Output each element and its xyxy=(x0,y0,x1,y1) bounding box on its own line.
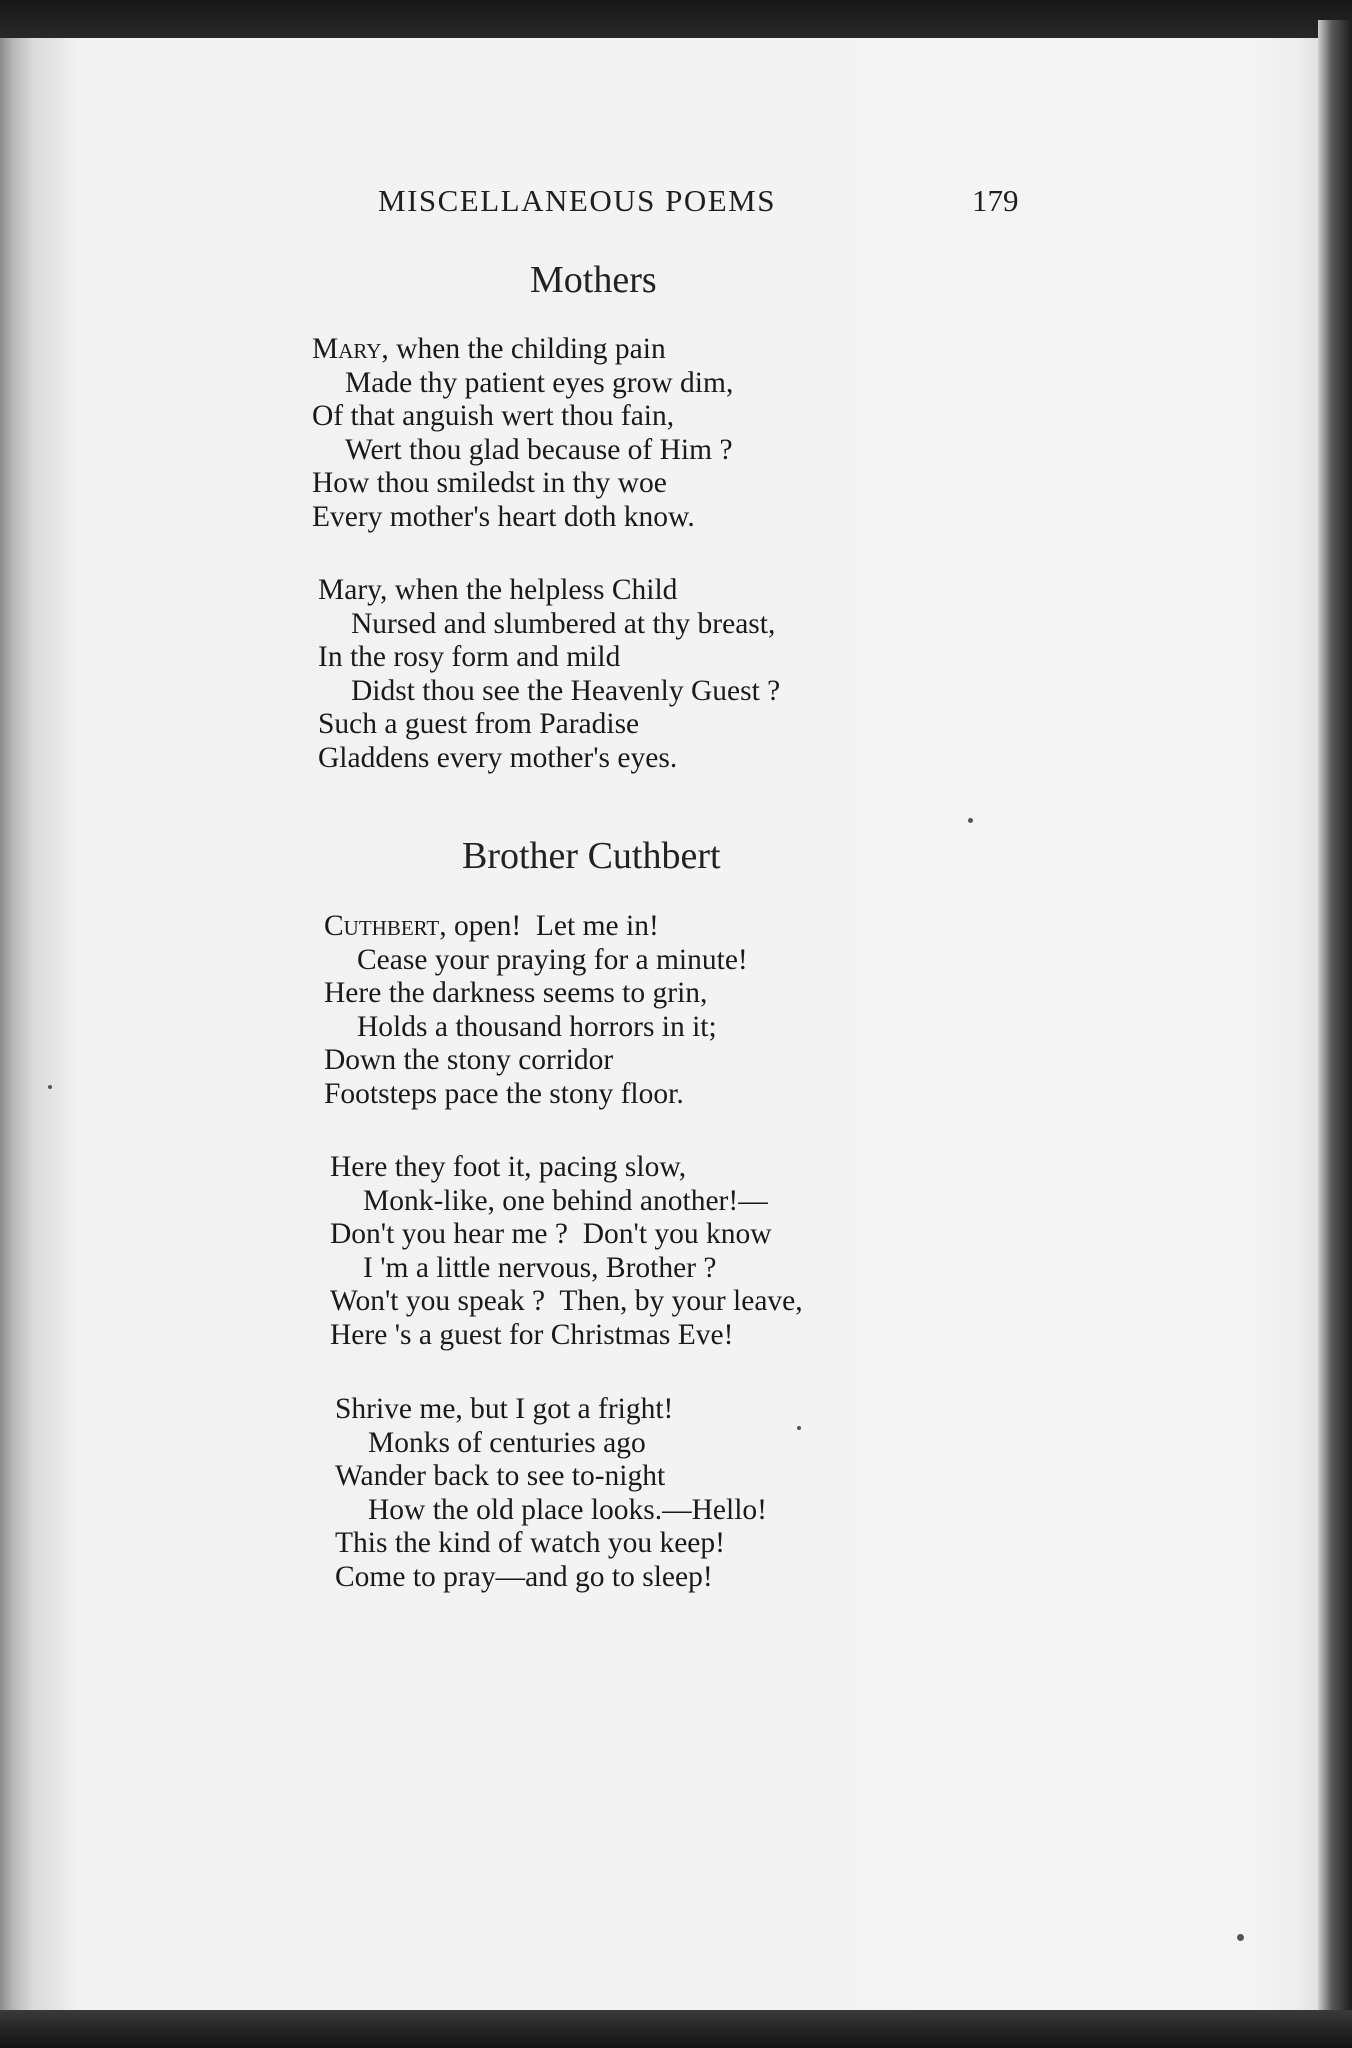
dust-speck xyxy=(48,1085,52,1089)
page-gutter-shadow xyxy=(0,38,70,2013)
running-head: MISCELLANEOUS POEMS xyxy=(378,183,776,218)
poem-line: Down the stony corridor xyxy=(324,1044,614,1076)
poem-line: How the old place looks.—Hello! xyxy=(368,1493,767,1526)
poem-line: This the kind of watch you keep! xyxy=(335,1527,725,1559)
poem-line: Footsteps pace the stony floor. xyxy=(324,1077,684,1110)
stanza xyxy=(335,1393,767,1594)
lead-word: Cuthbert, xyxy=(324,910,447,942)
stanza xyxy=(318,574,780,775)
lead-word: Mary, xyxy=(312,333,389,365)
stanza xyxy=(324,910,748,1111)
dust-speck xyxy=(968,818,973,823)
poem-line: I 'm a little nervous, Brother ? xyxy=(363,1251,717,1284)
poem-line: Holds a thousand horrors in it; xyxy=(357,1010,717,1043)
poem-line: Don't you hear me ? Don't you know xyxy=(330,1218,772,1250)
poem-line: Come to pray—and go to sleep! xyxy=(335,1560,713,1593)
poem-line: Wander back to see to-night xyxy=(335,1460,666,1492)
poem-line: Cease your praying for a minute! xyxy=(357,943,748,976)
poem-line: Wert thou glad because of Him ? xyxy=(345,433,733,466)
poem-line: Here they foot it, pacing slow, xyxy=(330,1151,687,1183)
poem-line: Didst thou see the Heavenly Guest ? xyxy=(351,674,781,707)
poem-line: Won't you speak ? Then, by your leave, xyxy=(330,1285,803,1317)
poem-line: Monk-like, one behind another!— xyxy=(363,1184,768,1217)
stanza xyxy=(312,333,733,534)
page-number: 179 xyxy=(972,183,1019,218)
poem-line: Here 's a guest for Christmas Eve! xyxy=(330,1318,734,1351)
poem-line: Mary, when the helpless Child xyxy=(318,574,678,606)
dust-speck xyxy=(797,1426,801,1430)
poem-line: Of that anguish wert thou fain, xyxy=(312,400,675,432)
page-right-edge xyxy=(1318,20,1352,2048)
poem-line: Monks of centuries ago xyxy=(368,1426,646,1459)
poem-line: How thou smiledst in thy woe xyxy=(312,467,667,499)
poem-line: Mary, when the childing pain xyxy=(312,333,666,365)
poem-line: Here the darkness seems to grin, xyxy=(324,977,708,1009)
poem-line: Cuthbert, open! Let me in! xyxy=(324,910,659,942)
poem-line: In the rosy form and mild xyxy=(318,641,621,673)
poem-line: Such a guest from Paradise xyxy=(318,708,640,740)
poem-line: Every mother's heart doth know. xyxy=(312,500,695,533)
poem-line: Shrive me, but I got a fright! xyxy=(335,1393,674,1425)
stanza xyxy=(330,1151,803,1352)
poem-line: Made thy patient eyes grow dim, xyxy=(345,366,734,399)
poem-line: Gladdens every mother's eyes. xyxy=(318,741,678,774)
poem-title-brother-cuthbert: Brother Cuthbert xyxy=(462,835,721,877)
poem-line: Nursed and slumbered at thy breast, xyxy=(351,607,776,640)
scan-bottom-border xyxy=(0,2010,1352,2048)
dust-speck xyxy=(1237,1934,1244,1941)
poem-title-mothers: Mothers xyxy=(530,259,657,301)
